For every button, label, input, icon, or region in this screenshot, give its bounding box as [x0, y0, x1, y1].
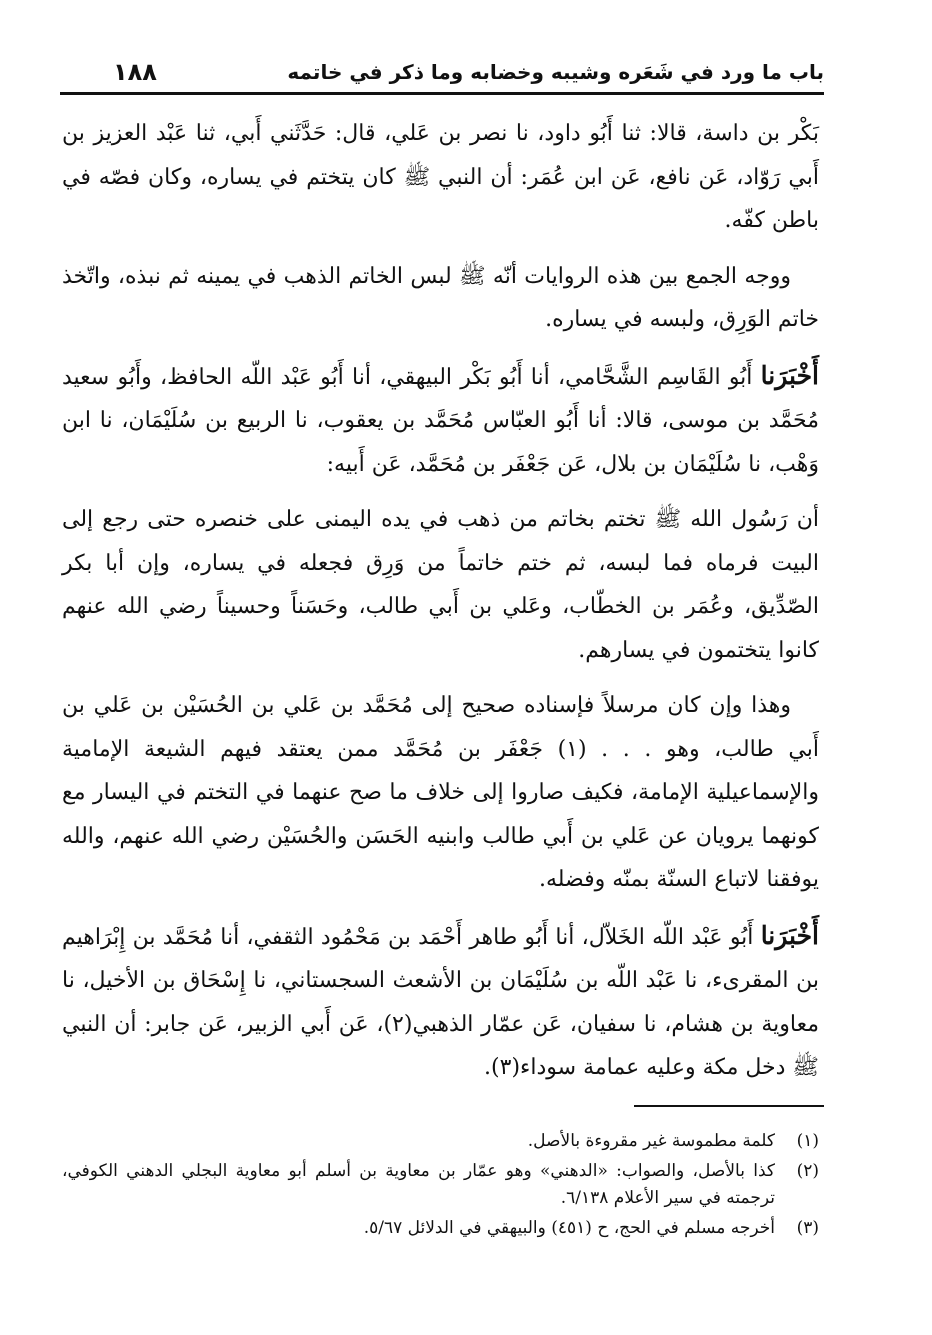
paragraph-2: ووجه الجمع بين هذه الروايات أنّه ﷺ لبس الخاتم الذهب في يمينه ثم نبذه، واتّخذ خاتم الوَرِق، ولبسه في يساره.: [62, 263, 819, 332]
paragraph-5: وهذا وإن كان مرسلاً فإسناده صحيح إلى مُحَمَّد بن عَلي بن الحُسَيْن بن عَلي بن أَبي طالب، وهو . . . (١) جَعْفَر بن مُحَمَّد ممن يعتقد فيهم الشيعة الإمامية والإسماعيلية الإمامة، فكيف صاروا إلى خلاف ما صح عنهما في التختم في اليسار مع كونهما يرويان عن عَلي بن أَبي طالب وابنيه الحَسَن والحُسَيْن رضي الله عنهم، والله يوفقنا لاتباع السنّة بمنّه وفضله.: [62, 693, 819, 892]
footnote-rule: [634, 1105, 824, 1107]
footnote-text: كلمة مطموسة غير مقروءة بالأصل.: [527, 1131, 775, 1151]
footnotes: [62, 1128, 819, 1245]
footnote: [62, 1158, 819, 1212]
paragraph-4: أن رَسُول الله ﷺ تختم بخاتم من ذهب في يده اليمنى على خنصره حتى رجع إلى البيت فرماه فما لبسه، ثم ختم خاتماً من وَرِق فجعله في يساره، وإن أبا بكر الصّدِّيق، وعُمَر بن الخطّاب، وعَلي بن أَبي طالب، وحَسَناً وحسيناً رضي الله عنهم كانوا يتختمون في يسارهم.: [62, 507, 819, 663]
page-number: ١٨٨: [113, 58, 157, 86]
akhbarana-keyword: أَخْبَرَنا: [760, 360, 819, 390]
paragraph-3: [62, 354, 819, 487]
paragraph-6: [62, 914, 819, 1090]
footnote-number: (١): [796, 1131, 819, 1151]
running-title: باب ما ورد في شَعَره وشيبه وخضابه وما ذكر في خاتمه: [287, 60, 824, 84]
footnote: [62, 1128, 819, 1155]
paragraph-6-text: أَبُو عَبْد اللّه الخَلاّل، أنا أَبُو طاهر أَحْمَد بن مَحْمُود الثقفي، أنا مُحَمَّد بن إِبْرَاهيم بن المقرىء، نا عَبْد اللّه بن سُلَيْمَان بن الأشعث السجستاني، نا إِسْحَاق بن الأخيل، نا معاوية بن هشام، نا سفيان، عَن عمّار الذهبي(٢)، عَن أَبي الزبير، عَن جابر: أن النبي ﷺ دخل مكة وعليه عمامة سوداء(٣).: [62, 924, 819, 1080]
paragraph-3-text: أَبُو القَاسِم الشَّحَّامي، أنا أَبُو بَكْر البيهقي، أنا أَبُو عَبْد اللّه الحافظ، وأَبُو سعيد مُحَمَّد بن موسى، قالا: أنا أَبُو العبّاس مُحَمَّد بن يعقوب، نا الربيع بن سُلَيْمَان، نا ابن وَهْب، نا سُلَيْمَان بن بلال، عَن جَعْفَر بن مُحَمَّد، عَن أَبيه:: [62, 364, 819, 477]
page-header: [113, 52, 824, 92]
paragraph-1: بَكْر بن داسة، قالا: ثنا أَبُو داود، نا نصر بن عَلي، قال: حَدَّثَني أَبي، ثنا عَبْد العزيز بن أَبي رَوّاد، عَن نافع، عَن ابن عُمَر: أن النبي ﷺ كان يتختم في يساره، وكان فصّه في باطن كفّه.: [62, 121, 819, 233]
footnote: [62, 1215, 819, 1242]
footnote-text: كذا بالأصل، والصواب: «الدهني» وهو عمّار بن معاوية بن أسلم أبو معاوية البجلي الدهني الكوفي، ترجمته في سير الأعلام ٦/١٣٨.: [62, 1161, 775, 1208]
akhbarana-keyword: أَخْبَرَنا: [760, 920, 820, 950]
footnote-number: (٢): [796, 1161, 819, 1181]
footnote-text: أخرجه مسلم في الحج، ح (٤٥١) والبيهقي في الدلائل ٥/٦٧.: [363, 1218, 775, 1238]
footnote-number: (٣): [796, 1218, 819, 1238]
header-rule: [60, 92, 824, 95]
main-text: [62, 112, 819, 1102]
